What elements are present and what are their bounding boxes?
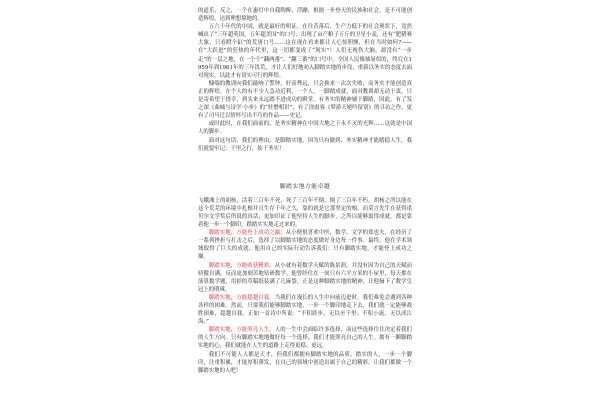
highlighted-thesis: 脚踏实地，方能照亮人生。 [208,327,275,334]
paragraph: 五六十年代的中国，就是最好的明证。在往昔落后、生产力低下的社会现状下，竟然喊出了“三年超英国，五年超美国”的口号；出现了亩产粮子万斤的卫星小麦，还有“肥猪赛大象，只看瞪个缸”的荒唐口号……这在现在看来都让人心惊胆颤，但在当时如何?——在“大跃进”的狂热的年代里，这一切都变成了“现实”！人们无视伤大脑，却没有“一步走”的一层之地，在一个个“翻两番”、“翻三番”的口号中，全国人民像抽屉似的，终究在1959年到1961年的三年饥荒，才让人们好地劝入脚踏实地的步伐，重新以务实的态度去面对现实，以此才有切实可行的辉煌。 [198,24,412,79]
essay-title: 脚踏实地方能卓越 [279,183,331,190]
body-text: 人的一生中会面临许多选择，而这些选择往往决定着我们的人生方向。只有脚踏实地地做好每一个选择，我们才能照亮自己的人生。拥有一颗脚踏实地的心，我们就能在人生的道路上走得更稳、更远。 [198,327,412,350]
section-spacer [198,153,412,183]
document-body [198,7,412,375]
body-text: 从小便很喜欢中医、数学、文学的郑也夫，在经历了一系列挫折与打击之后，选择了以脚踏实地的态度做好身边每一件事。最终，他在学术领域取得了巨大的成就。他用自己的实际行动告诉我们：只有脚踏实地，才能登上成功之巅。 [198,230,412,261]
upper-essay-section [198,7,412,153]
paragraph [198,326,412,350]
paragraph [198,197,412,229]
body-text: 从小就有着数学天赋的陈景润，并没有因为自己的天赋而骄傲自满，反而更加刻苦地钻研数学。他曾经住在一间只有六平方米的小屋里，每天都在演算数学题，用掉的草稿纸装满了几麻袋。正是这种脚踏实地的精神，让他摘下了数学皇冠上的明珠。 [198,262,412,293]
highlighted-thesis: 脚踏实地，方能登上成功之巅。 [208,230,286,237]
paragraph: 或时此时，在我们面前的，是务实精神在中国大地之下永不灭的光辉……这就是中国人的脚步。 [198,121,412,136]
body-text: 飞蛾滩上的胡杨，活着三百年不死，死了三百年不倒，倒了三百年不朽。胡杨之所以能在这个荒芜的环境中扎根并且生存千年之久，靠的就是它那坚定的根。而莫言先生在获得诺贝尔文学奖后所说的真话，更加印证了他坚持人生的脚步，之所以能够取得成就，都是靠着他一步一个脚印，踏踏实实地走过来的。 [198,197,412,229]
paragraph [198,294,412,326]
body-text: 当我们在漫长的人生中向前迈进时，我们难免会遇到各种各样的困难。然而，只要我们能够脚踏实地，一步一个脚印地走下去，我们就一定能够战胜困难，超越自我。正如一首诗中所说：“不积跬步，无以至千里；不积小流，无以成江海。” [198,294,412,326]
paragraph [198,262,412,294]
lower-essay-section [198,183,412,375]
paragraph [198,229,412,261]
body-text: 我们不可能人人都是天才，但我们都拥有脚踏实地的品质。踏实的人，一步一个脚印，注重积累，才能厚积薄发，在自己的领域中创造出属于自己的精彩。让我们都做一个脚踏实地的人吧！ [198,351,412,374]
paragraph: 慷端的教训向我们敲响了警钟，好高骛远，只会换来一次次失败，而务实才能创造真正的辉煌。在个人的有不少人急功近利，一个人，一脚踏成就，面对教训却无动于衷。只是寄希望于侥幸，到头来永远踏不进成功的殿堂。有务实的精神辅于脚踏，因此，有了发之深《曲城与诗学·小步》的“驻僧相识”，有了徐霞客《梦游天姥吟留别》的寻访之作，更有了司马迁以情怀写出不巧的作品——史记。 [198,80,412,120]
paragraph [198,351,412,375]
highlighted-thesis: 脚踏实地，方能超越自我。 [208,294,275,301]
paragraph: 的道乐、反之，一个在惠灯中自我陶醉、浮躁，根据一步登天的民族和社会，是不可能创造辉煌，达到理想境地的。 [198,8,412,23]
highlighted-thesis: 脚踏实地，方能收获精彩。 [208,262,275,269]
paragraph: 面对这句话，我们的理由，是脚踏实地，因为只有做到、务实精神才能踏稳人生，我们就要牢记：千里之行，始于务实！ [198,137,412,152]
